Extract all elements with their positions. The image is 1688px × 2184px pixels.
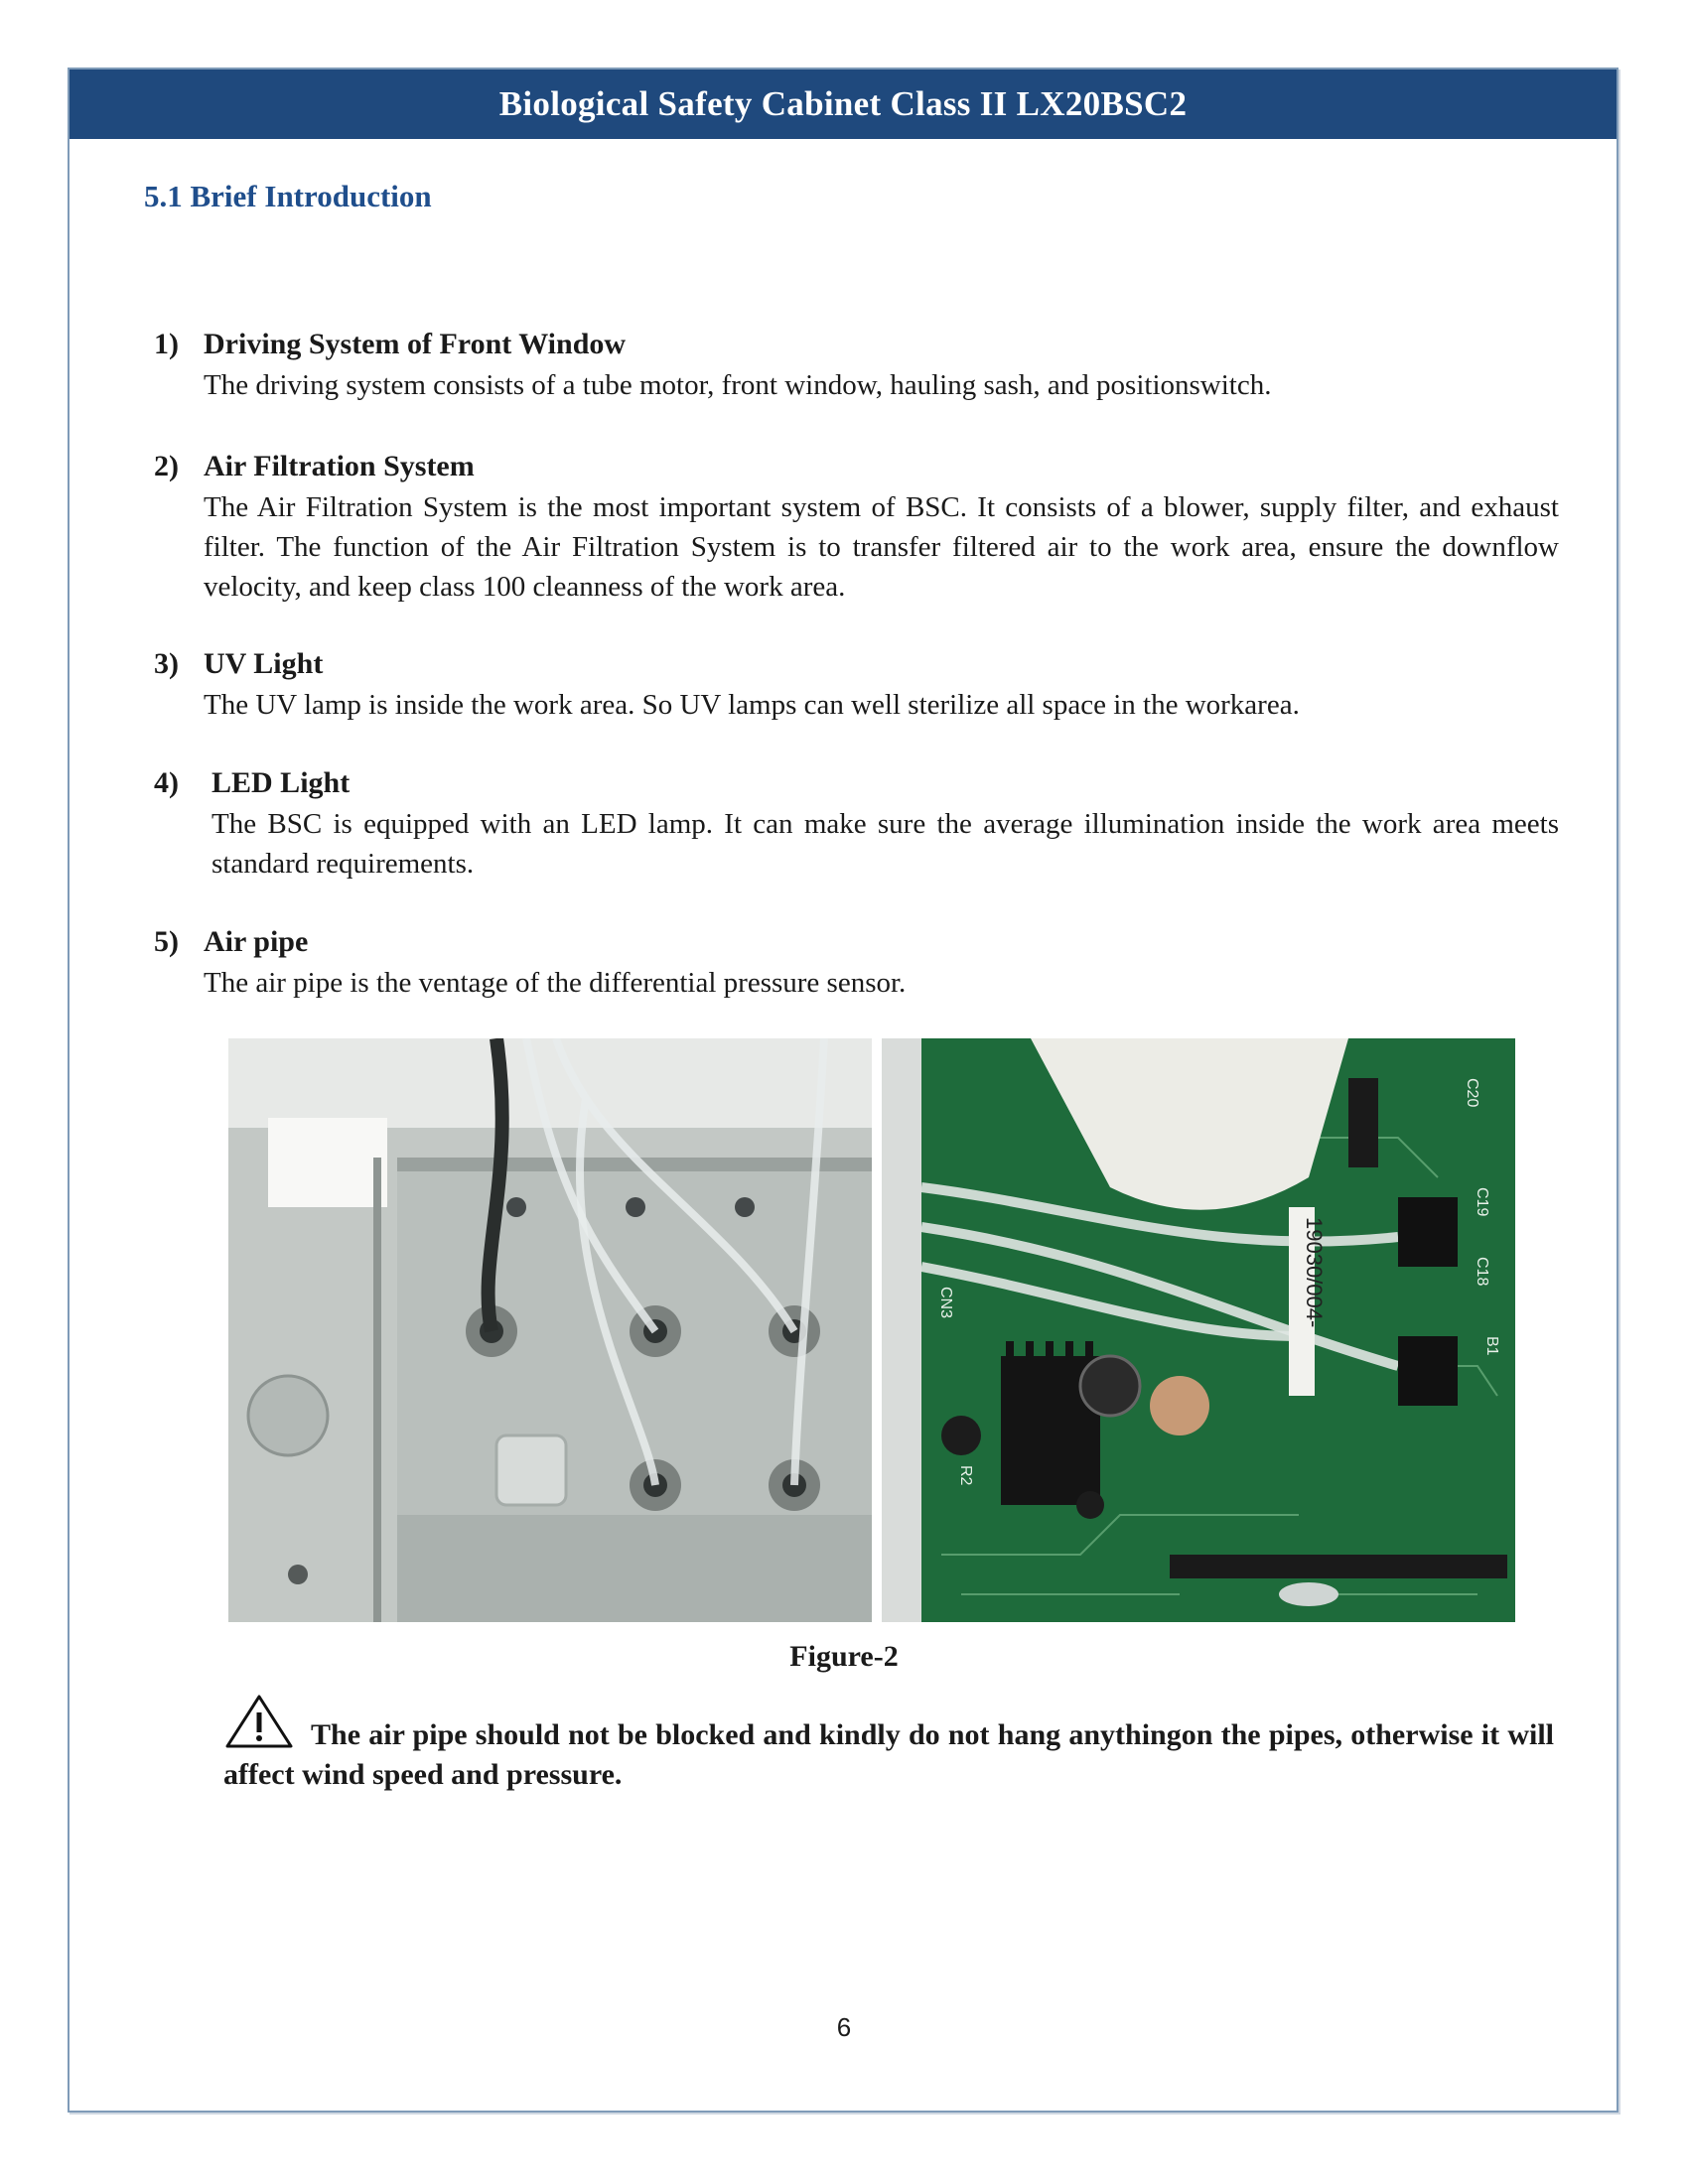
warning-note [223,1693,1554,1795]
item-number: 1) [154,328,179,360]
list-item [154,643,1559,725]
item-title [154,762,1559,804]
board-code: B1 [1483,1336,1500,1356]
document-title: Biological Safety Cabinet Class II LX20BSC2 [498,84,1188,123]
board-code: C20 [1464,1078,1480,1108]
item-title-text: UV Light [204,647,324,680]
figure-caption: Figure-2 [789,1640,899,1673]
item-title [154,643,1559,685]
circuit-board-illustration [882,1038,1515,1622]
item-body: The BSC is equipped with an LED lamp. It can make sure the average illumination inside the work area meets standard requirements. [211,808,1559,880]
air-pipe-photo [228,1038,872,1622]
item-body: The air pipe is the ventage of the differential pressure sensor. [204,967,907,999]
list-item [154,324,1559,405]
board-code: CN3 [937,1287,954,1319]
board-code: R2 [957,1465,974,1486]
list-item [154,921,1559,1003]
header-banner [70,69,1617,139]
item-body: The UV lamp is inside the work area. So UV lamps can well sterilize all space in the workarea. [204,689,1300,721]
item-title [154,324,1559,365]
item-title-text: Driving System of Front Window [204,328,627,360]
air-pipe-illustration [228,1038,872,1622]
page-number: 6 [836,2012,852,2042]
item-body: The driving system consists of a tube motor, front window, hauling sash, and positionswitch. [204,369,1272,401]
list-item [154,446,1559,607]
board-label: 19030/004- [1302,1217,1327,1328]
item-title-text: Air Filtration System [204,450,475,482]
item-title [154,446,1559,487]
item-number: 4) [154,766,179,799]
warning-text: The air pipe should not be blocked and kindly do not hang anythingon the pipes, otherwise it will affect wind speed and pressure. [223,1718,1554,1791]
item-body: The Air Filtration System is the most important system of BSC. It consists of a blower, supply filter, and exhaust filter. The function of the Air Filtration System is to transfer filtered air to the work area, ensure the downflow velocity, and keep class 100 cleanness of the work area. [204,491,1559,603]
item-number: 2) [154,450,179,482]
board-code: C18 [1474,1257,1490,1287]
figure-2 [228,1038,1515,1622]
sensor-board-photo [882,1038,1515,1622]
item-number: 3) [154,647,179,680]
item-title-text: Air pipe [204,925,309,958]
board-code: C19 [1474,1187,1490,1217]
list-item [154,762,1559,884]
item-title [154,921,1559,963]
warning-triangle-icon [223,1693,295,1750]
section-heading: 5.1 Brief Introduction [144,179,432,213]
item-title-text: LED Light [211,766,351,799]
item-number: 5) [154,925,179,958]
